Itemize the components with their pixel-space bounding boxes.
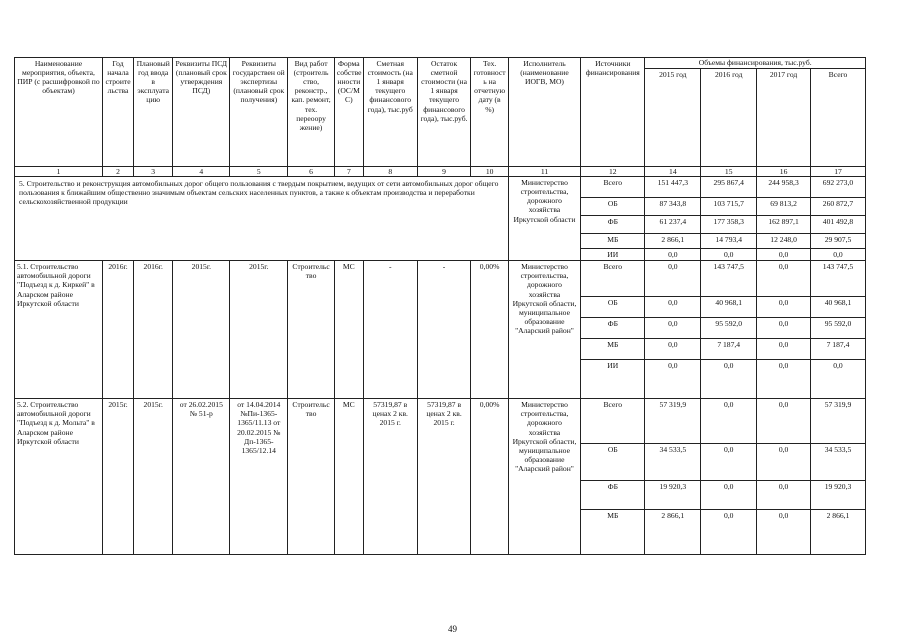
column-number: 10 [471, 167, 508, 177]
value-total-cell: 95 592,0 [810, 318, 865, 339]
expertise-cell: от 14.04.2014 №Пи-1365-1365/11.13 от 20.02.2015 № Дп-1365-1365/12.14 [230, 399, 288, 555]
column-number: 12 [581, 167, 645, 177]
column-number: 16 [757, 167, 811, 177]
funding-source-cell: МБ [581, 510, 645, 555]
value-total-cell: 260 872,7 [810, 198, 865, 216]
readiness-cell: 0,00% [471, 399, 508, 555]
value-2016-cell: 14 793,4 [701, 234, 757, 249]
column-number: 15 [701, 167, 757, 177]
value-total-cell: 34 533,5 [810, 444, 865, 481]
commission-year-cell: 2015г. [134, 399, 173, 555]
header-funding-source: Источники финансирования [581, 58, 645, 167]
remaining-cost-cell: 57319,87 в ценах 2 кв. 2015 г. [417, 399, 471, 555]
column-number: 4 [173, 167, 230, 177]
remaining-cost-cell: - [417, 261, 471, 399]
table-row [15, 261, 866, 297]
value-2015-cell: 34 533,5 [645, 444, 701, 481]
header-2015: 2015 год [645, 69, 701, 167]
funding-source-cell: МБ [581, 234, 645, 249]
estimated-cost-cell: - [363, 261, 417, 399]
object-5-1 [15, 261, 866, 399]
column-number: 14 [645, 167, 701, 177]
value-2015-cell: 0,0 [645, 318, 701, 339]
value-2016-cell: 177 358,3 [701, 216, 757, 234]
header-expertise: Реквизиты государствен ой экспертизы (плановый срок получения) [230, 58, 288, 167]
value-2016-cell: 40 968,1 [701, 297, 757, 318]
value-2015-cell: 57 319,9 [645, 399, 701, 444]
funding-source-cell: МБ [581, 339, 645, 360]
funding-source-cell: ФБ [581, 318, 645, 339]
value-2017-cell: 0,0 [757, 360, 811, 399]
header-work-type: Вид работ (строитель ство, реконстр., кап. ремонт, тех. переоору жение) [288, 58, 335, 167]
column-number: 5 [230, 167, 288, 177]
work-type-cell: Строительс тво [288, 261, 335, 399]
column-number: 2 [102, 167, 133, 177]
value-2015-cell: 0,0 [645, 297, 701, 318]
funding-source-cell: Всего [581, 261, 645, 297]
header-name: Наименование мероприятия, объекта, ПИР (с расшифровкой по объектам) [15, 58, 103, 167]
value-total-cell: 143 747,5 [810, 261, 865, 297]
funding-source-cell: ОБ [581, 444, 645, 481]
estimated-cost-cell: 57319,87 в ценах 2 кв. 2015 г. [363, 399, 417, 555]
financing-table [14, 57, 866, 555]
value-2015-cell: 0,0 [645, 339, 701, 360]
value-2015-cell: 0,0 [645, 360, 701, 399]
value-2015-cell: 2 866,1 [645, 510, 701, 555]
funding-source-cell: ОБ [581, 198, 645, 216]
value-2016-cell: 95 592,0 [701, 318, 757, 339]
value-2016-cell: 295 867,4 [701, 177, 757, 198]
start-year-cell: 2016г. [102, 261, 133, 399]
header-2016: 2016 год [701, 69, 757, 167]
column-number: 3 [134, 167, 173, 177]
table-row [15, 399, 866, 444]
value-2017-cell: 0,0 [757, 399, 811, 444]
column-number: 9 [417, 167, 471, 177]
value-2017-cell: 0,0 [757, 339, 811, 360]
section-title: 5. Строительство и реконструкция автомобильных дорог общего пользования с твердым покрытием, ведущих от сети автомобильных дорог общего пользования к ближайшим общественно значимым объектам сельских населенных пунктов, а также к объектам производства и переработки сельскохозяйственной продукции [15, 177, 509, 261]
funding-source-cell: Всего [581, 177, 645, 198]
header-commission-year: Плановый год ввода в эксплуата цию [134, 58, 173, 167]
header-total: Всего [810, 69, 865, 167]
value-2015-cell: 87 343,8 [645, 198, 701, 216]
value-2017-cell: 12 248,0 [757, 234, 811, 249]
value-total-cell: 692 273,0 [810, 177, 865, 198]
value-2016-cell: 0,0 [701, 510, 757, 555]
commission-year-cell: 2016г. [134, 261, 173, 399]
value-2017-cell: 0,0 [757, 444, 811, 481]
value-2015-cell: 151 447,3 [645, 177, 701, 198]
header-start-year: Год начала строите льства [102, 58, 133, 167]
value-total-cell: 29 907,5 [810, 234, 865, 249]
value-2016-cell: 0,0 [701, 360, 757, 399]
work-type-cell: Строительс тво [288, 399, 335, 555]
value-2016-cell: 0,0 [701, 249, 757, 261]
value-2017-cell: 69 813,2 [757, 198, 811, 216]
value-2017-cell: 0,0 [757, 481, 811, 510]
value-2016-cell: 0,0 [701, 444, 757, 481]
value-total-cell: 2 866,1 [810, 510, 865, 555]
column-numbers-row [15, 167, 866, 177]
value-total-cell: 7 187,4 [810, 339, 865, 360]
value-2016-cell: 7 187,4 [701, 339, 757, 360]
value-2016-cell: 0,0 [701, 399, 757, 444]
object-5-2 [15, 399, 866, 555]
value-2015-cell: 61 237,4 [645, 216, 701, 234]
value-2015-cell: 19 920,3 [645, 481, 701, 510]
value-2017-cell: 162 897,1 [757, 216, 811, 234]
value-2016-cell: 0,0 [701, 481, 757, 510]
value-2017-cell: 0,0 [757, 510, 811, 555]
header-executor: Исполнитель (наименование ИОГВ, МО) [508, 58, 580, 167]
page-number: 49 [448, 624, 457, 634]
start-year-cell: 2015г. [102, 399, 133, 555]
funding-source-cell: ФБ [581, 481, 645, 510]
value-2015-cell: 0,0 [645, 261, 701, 297]
value-total-cell: 57 319,9 [810, 399, 865, 444]
readiness-cell: 0,00% [471, 261, 508, 399]
column-number: 6 [288, 167, 335, 177]
value-2017-cell: 0,0 [757, 318, 811, 339]
value-2017-cell: 0,0 [757, 261, 811, 297]
header-readiness: Тех. готовност ь на отчетную дату (в %) [471, 58, 508, 167]
value-total-cell: 40 968,1 [810, 297, 865, 318]
ownership-cell: МС [334, 261, 363, 399]
value-total-cell: 0,0 [810, 249, 865, 261]
header-funding-group: Объемы финансирования, тыс.руб. [645, 58, 866, 69]
expertise-cell: 2015г. [230, 261, 288, 399]
table-row [15, 177, 866, 198]
column-number: 11 [508, 167, 580, 177]
header-ownership: Форма собстве нности (ОС/М С) [334, 58, 363, 167]
object-name: 5.1. Строительство автомобильной дороги "Подъезд к д. Киркей" в Аларском районе Иркутской области [15, 261, 103, 399]
header-2017: 2017 год [757, 69, 811, 167]
ownership-cell: МС [334, 399, 363, 555]
funding-source-cell: ИИ [581, 249, 645, 261]
value-2017-cell: 0,0 [757, 249, 811, 261]
funding-source-cell: ФБ [581, 216, 645, 234]
funding-source-cell: ИИ [581, 360, 645, 399]
header-estimated-cost: Сметная стоимость (на 1 января текущего финансового года), тыс.руб [363, 58, 417, 167]
value-2015-cell: 2 866,1 [645, 234, 701, 249]
value-total-cell: 0,0 [810, 360, 865, 399]
value-2015-cell: 0,0 [645, 249, 701, 261]
value-2016-cell: 143 747,5 [701, 261, 757, 297]
column-number: 8 [363, 167, 417, 177]
column-number: 7 [334, 167, 363, 177]
psd-cell: от 26.02.2015 № 51-р [173, 399, 230, 555]
header-psd: Реквизиты ПСД (плановый срок утверждения ПСД) [173, 58, 230, 167]
funding-source-cell: Всего [581, 399, 645, 444]
psd-cell: 2015г. [173, 261, 230, 399]
column-number: 17 [810, 167, 865, 177]
section-5 [15, 177, 866, 261]
object-name: 5.2. Строительство автомобильной дороги "Подъезд к д. Мольта" в Аларском районе Иркутской области [15, 399, 103, 555]
column-number: 1 [15, 167, 103, 177]
value-2016-cell: 103 715,7 [701, 198, 757, 216]
header-remaining-cost: Остаток сметной стоимости (на 1 января текущего финансового года), тыс.руб. [417, 58, 471, 167]
value-total-cell: 19 920,3 [810, 481, 865, 510]
value-2017-cell: 0,0 [757, 297, 811, 318]
funding-source-cell: ОБ [581, 297, 645, 318]
value-2017-cell: 244 958,3 [757, 177, 811, 198]
executor-cell: Министерство строительства, дорожного хозяйства Иркутской области, муниципальное образование "Аларский район" [508, 399, 580, 555]
section-executor: Министерство строительства, дорожного хозяйства Иркутской области [508, 177, 580, 261]
executor-cell: Министерство строительства, дорожного хозяйства Иркутской области, муниципальное образование "Аларский район" [508, 261, 580, 399]
value-total-cell: 401 492,8 [810, 216, 865, 234]
